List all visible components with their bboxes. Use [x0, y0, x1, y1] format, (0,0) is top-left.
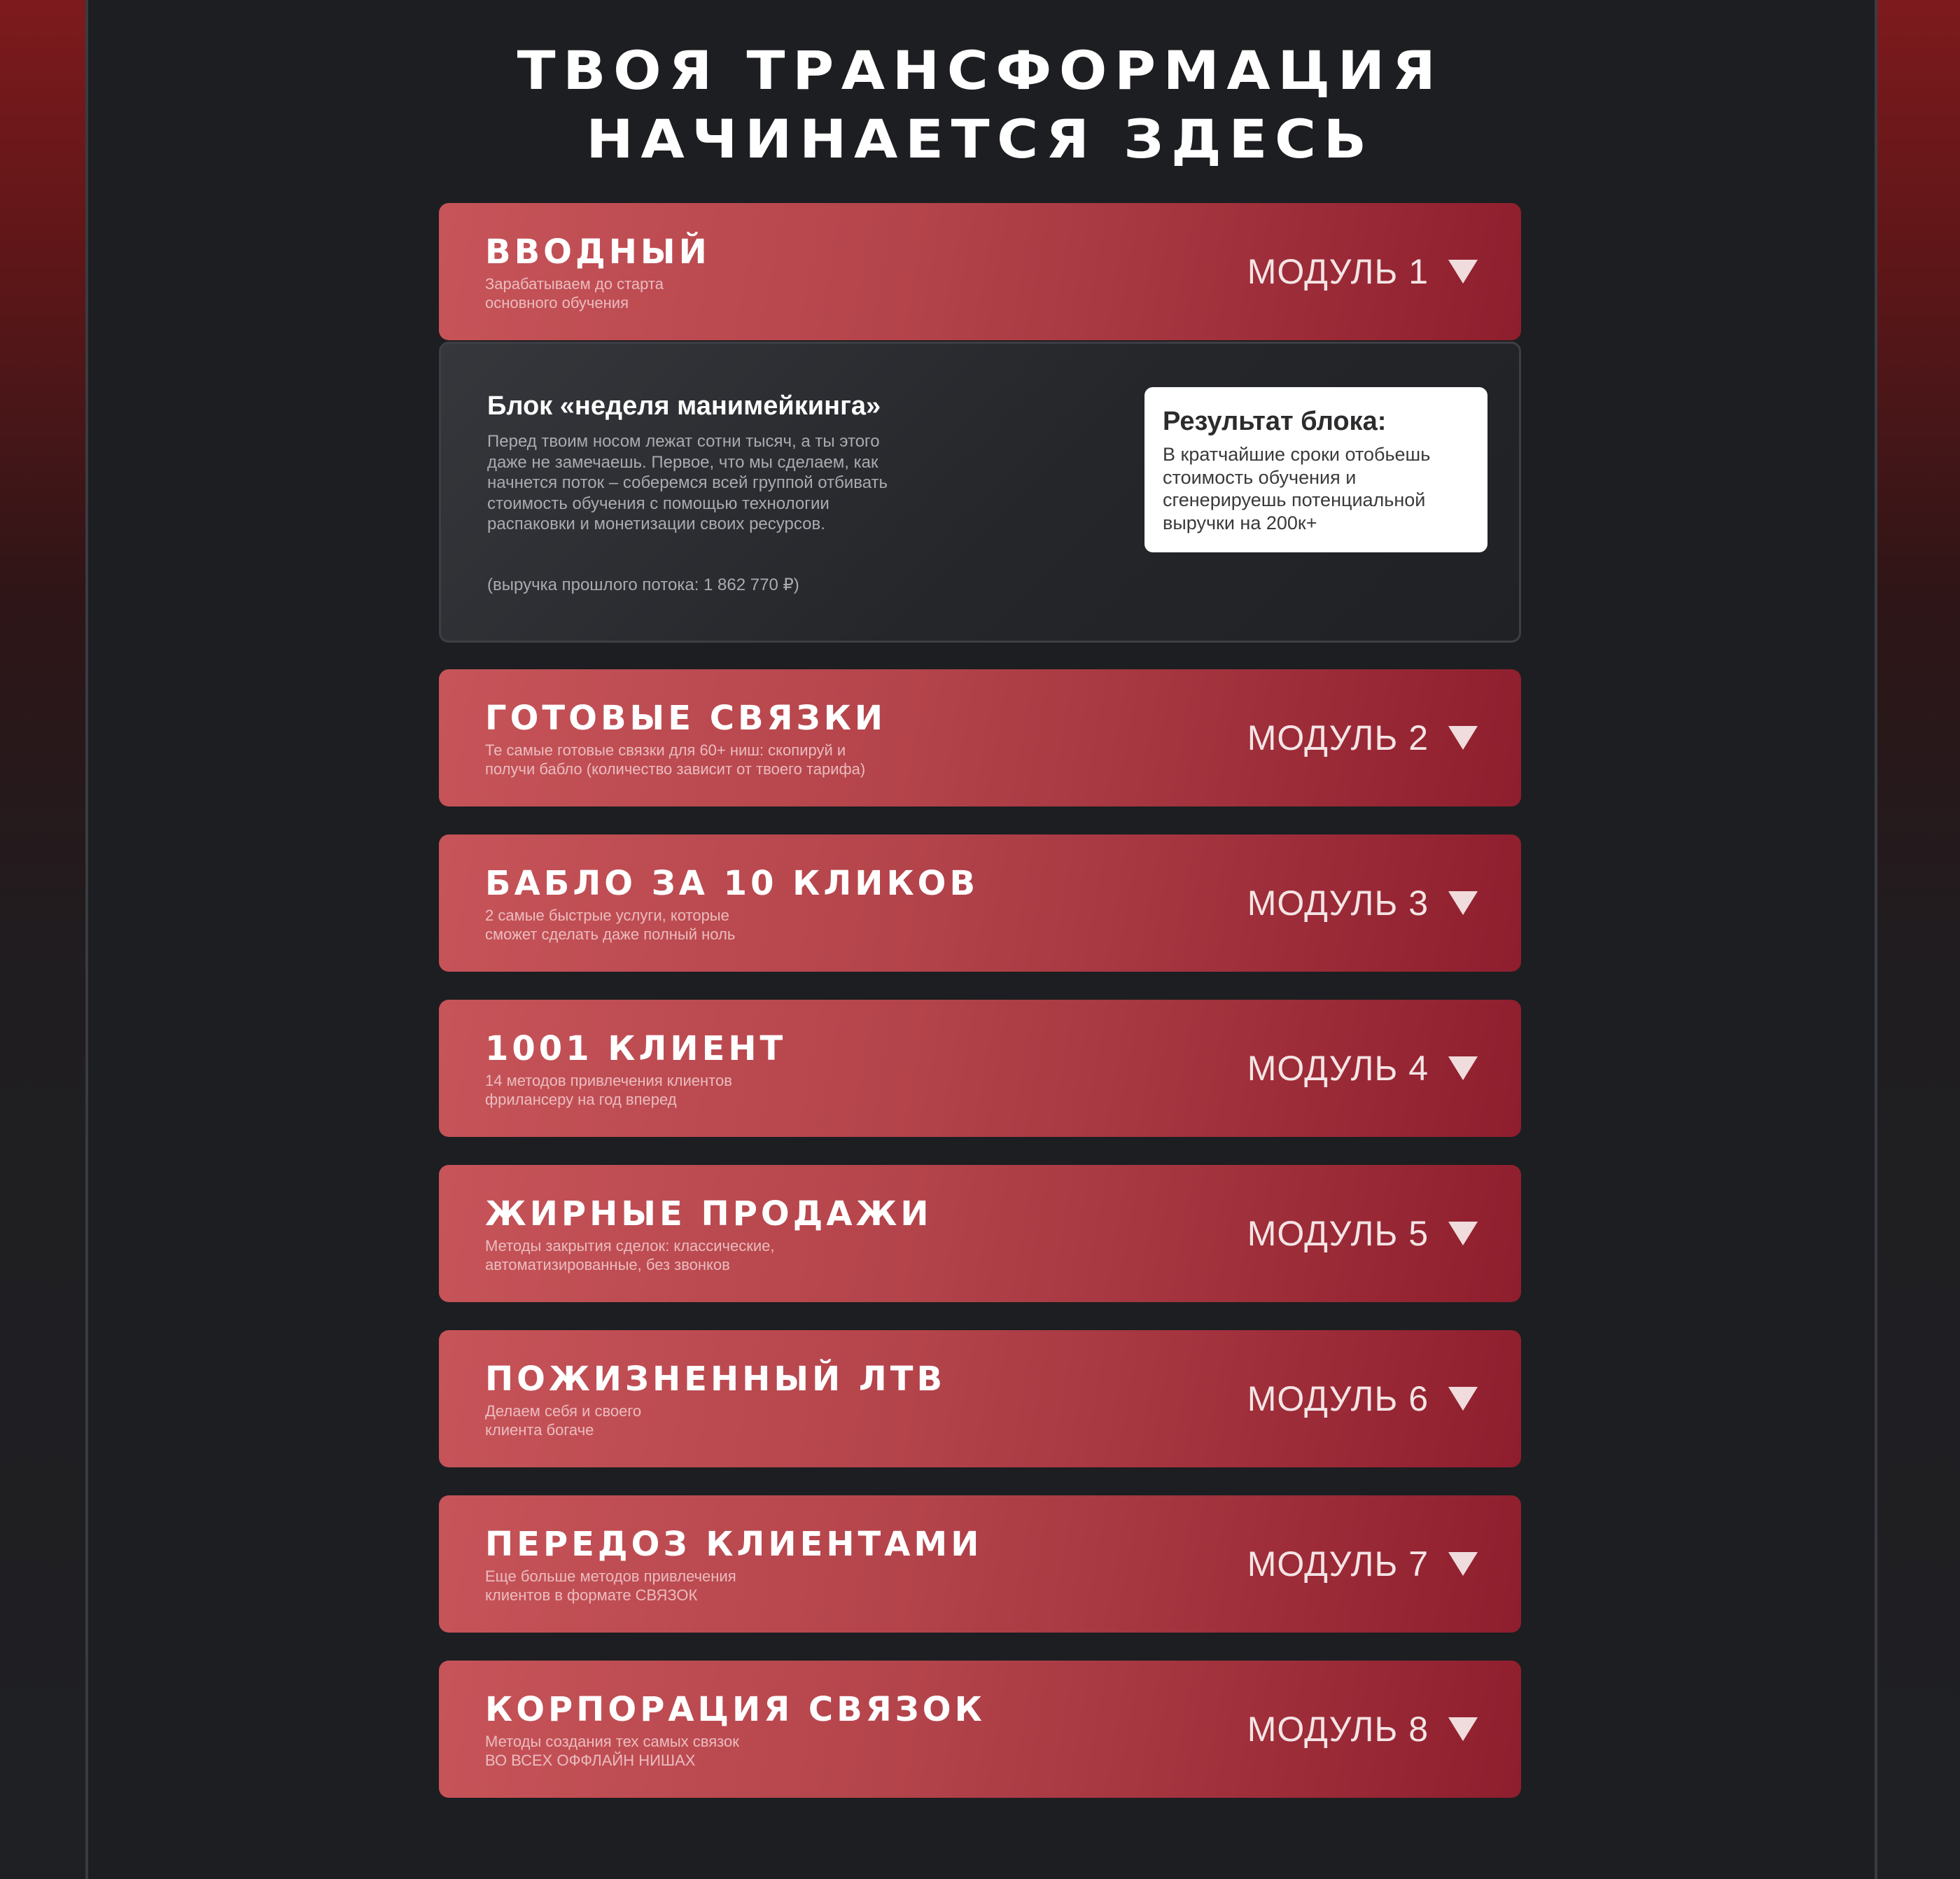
result-card: [1144, 387, 1488, 552]
module-5-name: ЖИРНЫЕ ПРОДАЖИ: [485, 1194, 932, 1234]
result-card-text: В кратчайшие сроки отобьешь стоимость обучения и сгенерируешь потенциальной выручки на 200к+: [1163, 444, 1431, 533]
module-2-description-line-2: получи бабло (количество зависит от твоего тарифа): [485, 760, 866, 778]
chevron-down-icon[interactable]: [1448, 1056, 1478, 1080]
module-1-description-line-2: основного обучения: [485, 294, 629, 312]
chevron-down-icon[interactable]: [1448, 891, 1478, 915]
result-card-title: Результат блока:: [1163, 407, 1387, 436]
module-5-toggle[interactable]: [1247, 1165, 1478, 1302]
module-8-toggle[interactable]: [1247, 1661, 1478, 1798]
module-2-description-line-1: Те самые готовые связки для 60+ ниш: скопируй и: [485, 741, 846, 759]
chevron-down-icon[interactable]: [1448, 260, 1478, 284]
chevron-down-icon[interactable]: [1448, 726, 1478, 750]
chevron-down-icon[interactable]: [1448, 1387, 1478, 1411]
module-7-name: ПЕРЕДОЗ КЛИЕНТАМИ: [485, 1525, 983, 1564]
module-6-header[interactable]: [439, 1330, 1521, 1467]
module-6-toggle[interactable]: [1247, 1330, 1478, 1467]
module-7-header[interactable]: [439, 1495, 1521, 1633]
module-7-description-line-1: Еще больше методов привлечения: [485, 1567, 736, 1585]
module-3-description-line-2: сможет сделать даже полный ноль: [485, 925, 736, 943]
module-5-number: МОДУЛЬ 5: [1247, 1214, 1429, 1253]
chevron-down-icon[interactable]: [1448, 1717, 1478, 1741]
module-5-description-line-1: Методы закрытия сделок: классические,: [485, 1237, 775, 1255]
page-title-line-1: ТВОЯ ТРАНСФОРМАЦИЯ: [517, 39, 1443, 102]
module-4-description: [485, 1071, 975, 1109]
module-6-description-line-1: Делаем себя и своего: [485, 1402, 642, 1420]
module-4-description-line-1: 14 методов привлечения клиентов: [485, 1072, 732, 1089]
left-decorative-stripe: [0, 0, 88, 1879]
chevron-down-icon[interactable]: [1448, 1552, 1478, 1576]
module-8-number: МОДУЛЬ 8: [1247, 1710, 1429, 1749]
block-title: Блок «неделя манимейкинга»: [487, 391, 881, 421]
module-3-number: МОДУЛЬ 3: [1247, 883, 1429, 923]
module-8-description-line-1: Методы создания тех самых связок: [485, 1733, 739, 1750]
module-7-description-line-2: клиентов в формате СВЯЗОК: [485, 1586, 698, 1604]
module-1-number: МОДУЛЬ 1: [1247, 252, 1429, 291]
module-1-toggle[interactable]: [1247, 203, 1478, 340]
module-6-description-line-2: клиента богаче: [485, 1421, 594, 1439]
page-title-line-2: НАЧИНАЕТСЯ ЗДЕСЬ: [586, 108, 1374, 170]
module-5-header[interactable]: [439, 1165, 1521, 1302]
module-4-header[interactable]: [439, 1000, 1521, 1137]
module-8-description: [485, 1732, 975, 1770]
block-description: Перед твоим носом лежат сотни тысяч, а ты этого даже не замечаешь. Первое, что мы сделаем, как начнется поток – соберемся всей группой отбивать стоимость обучения с помощью технологии распаковки и монетизации своих ресурсов.: [487, 432, 888, 533]
module-5-description: [485, 1236, 975, 1274]
chevron-down-icon[interactable]: [1448, 1222, 1478, 1245]
module-6-description: [485, 1402, 975, 1439]
module-4-description-line-2: фрилансеру на год вперед: [485, 1091, 677, 1108]
module-2-number: МОДУЛЬ 2: [1247, 718, 1429, 757]
module-6-name: ПОЖИЗНЕННЫЙ ЛТВ: [485, 1360, 946, 1399]
module-1-content: [439, 342, 1521, 643]
module-5-description-line-2: автоматизированные, без звонков: [485, 1256, 730, 1273]
module-2-header[interactable]: [439, 669, 1521, 806]
module-1-description: [485, 274, 975, 312]
module-1-header[interactable]: [439, 203, 1521, 340]
module-6-number: МОДУЛЬ 6: [1247, 1379, 1429, 1418]
module-4-toggle[interactable]: [1247, 1000, 1478, 1137]
module-7-description: [485, 1567, 975, 1605]
module-8-header[interactable]: [439, 1661, 1521, 1798]
right-decorative-stripe: [1875, 0, 1960, 1879]
module-3-description-line-1: 2 самые быстрые услуги, которые: [485, 907, 729, 924]
module-3-header[interactable]: [439, 834, 1521, 972]
module-8-name: КОРПОРАЦИЯ СВЯЗОК: [485, 1690, 986, 1729]
module-2-description: [485, 741, 975, 778]
module-7-number: МОДУЛЬ 7: [1247, 1544, 1429, 1584]
module-1-description-line-1: Зарабатываем до старта: [485, 275, 664, 293]
module-1-name: ВВОДНЫЙ: [485, 232, 710, 272]
module-8-description-line-2: ВО ВСЕХ ОФФЛАЙН НИШАХ: [485, 1752, 696, 1769]
module-3-description: [485, 906, 975, 944]
module-3-name: БАБЛО ЗА 10 КЛИКОВ: [485, 864, 979, 903]
module-2-toggle[interactable]: [1247, 669, 1478, 806]
module-2-name: ГОТОВЫЕ СВЯЗКИ: [485, 699, 887, 738]
block-revenue-note: (выручка прошлого потока: 1 862 770 ₽): [487, 575, 799, 594]
module-7-toggle[interactable]: [1247, 1495, 1478, 1633]
module-4-number: МОДУЛЬ 4: [1247, 1049, 1429, 1088]
module-3-toggle[interactable]: [1247, 834, 1478, 972]
module-4-name: 1001 КЛИЕНТ: [485, 1029, 787, 1068]
page-title: [0, 36, 1960, 174]
